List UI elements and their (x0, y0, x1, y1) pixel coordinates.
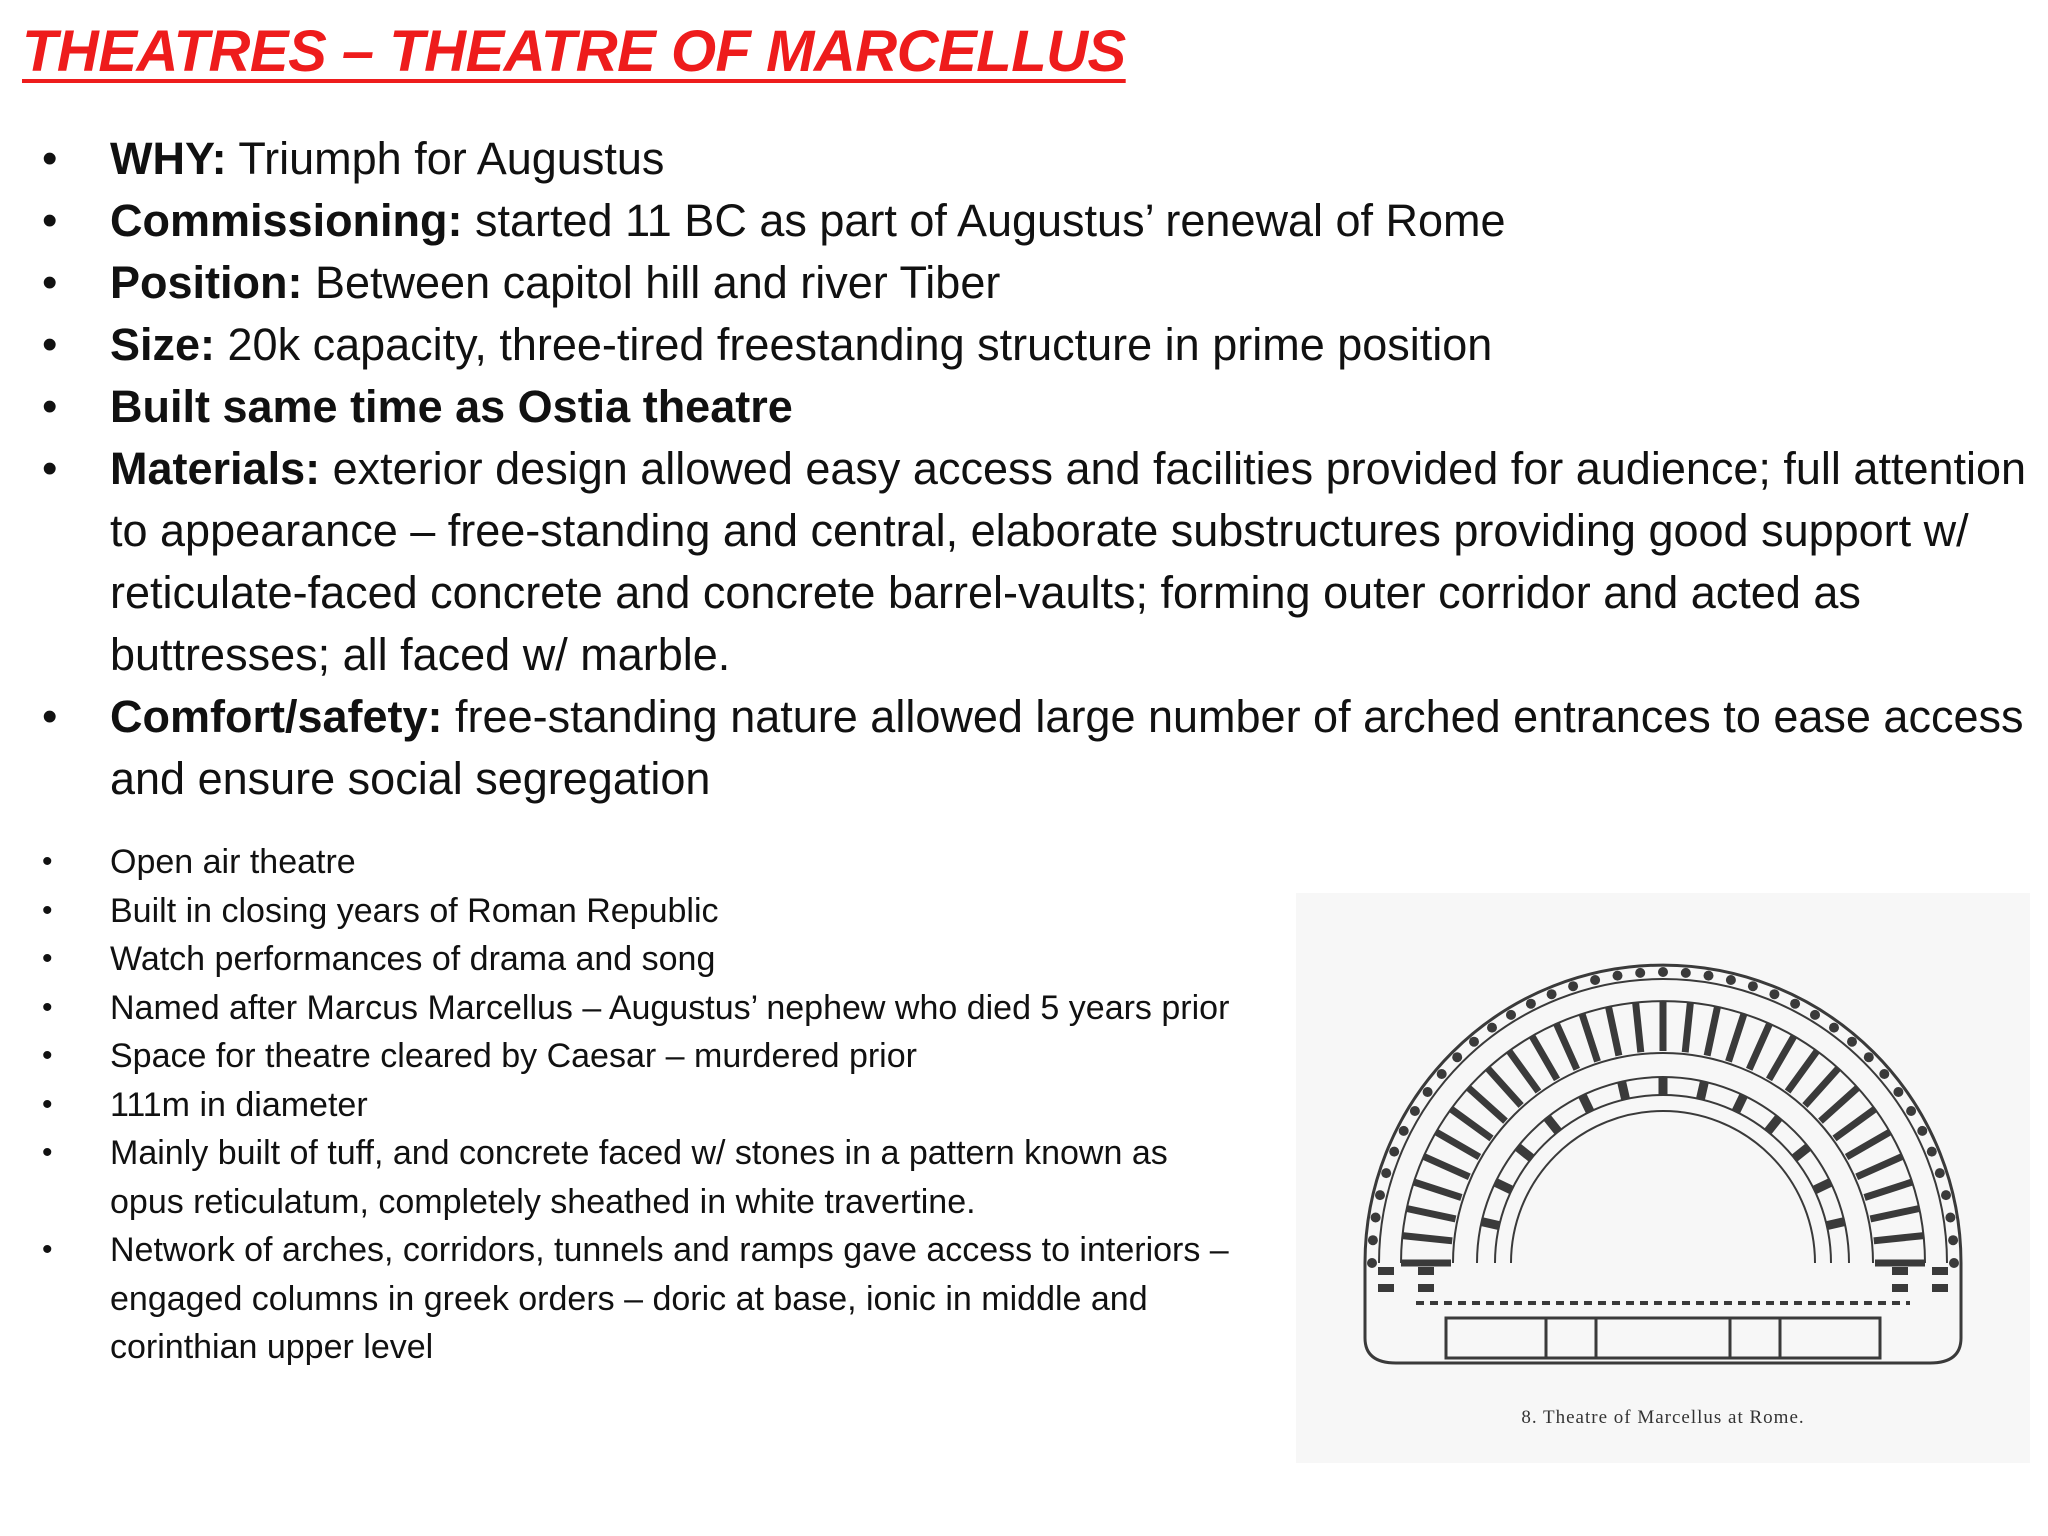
sub-point-text: Built in closing years of Roman Republic (110, 891, 719, 930)
sub-bullet-list (40, 838, 1230, 1372)
sub-point (40, 1032, 1230, 1081)
main-point-comfort-safety (40, 686, 2030, 810)
bullet-dot: • (42, 444, 58, 493)
sub-point (40, 1081, 1230, 1130)
bullet-dot: • (42, 382, 58, 431)
page-title: THEATRES – THEATRE OF MARCELLUS (22, 19, 1126, 84)
sub-point (40, 887, 1230, 936)
bullet-dot: • (42, 845, 53, 878)
main-bullet-list (40, 128, 2030, 810)
point-text: Between capitol hill and river Tiber (302, 257, 1001, 308)
bullet-dot: • (42, 1136, 53, 1169)
bullet-dot: • (42, 692, 58, 741)
point-label: Size: (110, 319, 216, 370)
point-label: Commissioning: (110, 195, 463, 246)
sub-point-text: Mainly built of tuff, and concrete faced w/ stones in a pattern known as opus reticulatum, completely sheathed in white travertine. (110, 1134, 1168, 1221)
plan-caption: 8. Theatre of Marcellus at Rome. (1521, 1407, 1805, 1428)
point-label: Built same time as Ostia theatre (110, 381, 793, 432)
main-point-commissioning (40, 190, 2030, 252)
sub-point (40, 1226, 1230, 1372)
sub-point-text: 111m in diameter (110, 1085, 368, 1124)
main-point-materials (40, 438, 2030, 686)
main-point-position (40, 252, 2030, 314)
sub-point-text: Space for theatre cleared by Caesar – murdered prior (110, 1037, 917, 1075)
theatre-plan-figure (1296, 893, 2030, 1463)
main-point-built-same-time (40, 376, 2030, 438)
sub-point-text: Open air theatre (110, 843, 356, 881)
sub-point (40, 984, 1230, 1033)
sub-point-text: Network of arches, corridors, tunnels and ramps gave access to interiors – engaged columns in greek orders – doric at base, ionic in middle and corinthian upper level (110, 1231, 1229, 1366)
sub-point (40, 1129, 1230, 1226)
bullet-dot: • (42, 1087, 53, 1121)
sub-point-text: Watch performances of drama and song (110, 940, 716, 978)
point-label: Position: (110, 257, 303, 308)
bullet-dot: • (42, 990, 53, 1024)
sub-point (40, 838, 1230, 887)
point-text: exterior design allowed easy access and facilities provided for audience; full attention to appearance – free-standing and central, elaborate substructures providing good support w/ reticulate-faced concrete and concrete barrel-vaults; forming outer corridor and acted as buttresses; all faced w/ marble. (110, 443, 2027, 680)
bullet-dot: • (42, 258, 58, 307)
main-point-why (40, 128, 2030, 190)
bullet-dot: • (42, 134, 58, 183)
point-text: started 11 BC as part of Augustus’ renewal of Rome (462, 195, 1506, 246)
point-text: Triumph for Augustus (226, 133, 665, 184)
theatre-plan-drawing (1296, 893, 2030, 1463)
sub-point-text: Named after Marcus Marcellus – Augustus’ nephew who died 5 years prior (110, 988, 1230, 1027)
bullet-dot: • (42, 1233, 53, 1266)
point-label: Materials: (110, 443, 321, 494)
sub-point (40, 935, 1230, 984)
main-point-size (40, 314, 2030, 376)
bullet-dot: • (42, 196, 58, 245)
bullet-dot: • (42, 1039, 53, 1072)
bullet-dot: • (42, 320, 58, 369)
bullet-dot: • (42, 893, 53, 927)
bullet-dot: • (42, 942, 53, 975)
point-text: free-standing nature allowed large number of arched entrances to ease access and ensure social segregation (110, 691, 2024, 804)
point-text: 20k capacity, three-tired freestanding structure in prime position (215, 319, 1493, 370)
point-label: WHY: (110, 133, 227, 184)
point-label: Comfort/safety: (110, 691, 443, 742)
